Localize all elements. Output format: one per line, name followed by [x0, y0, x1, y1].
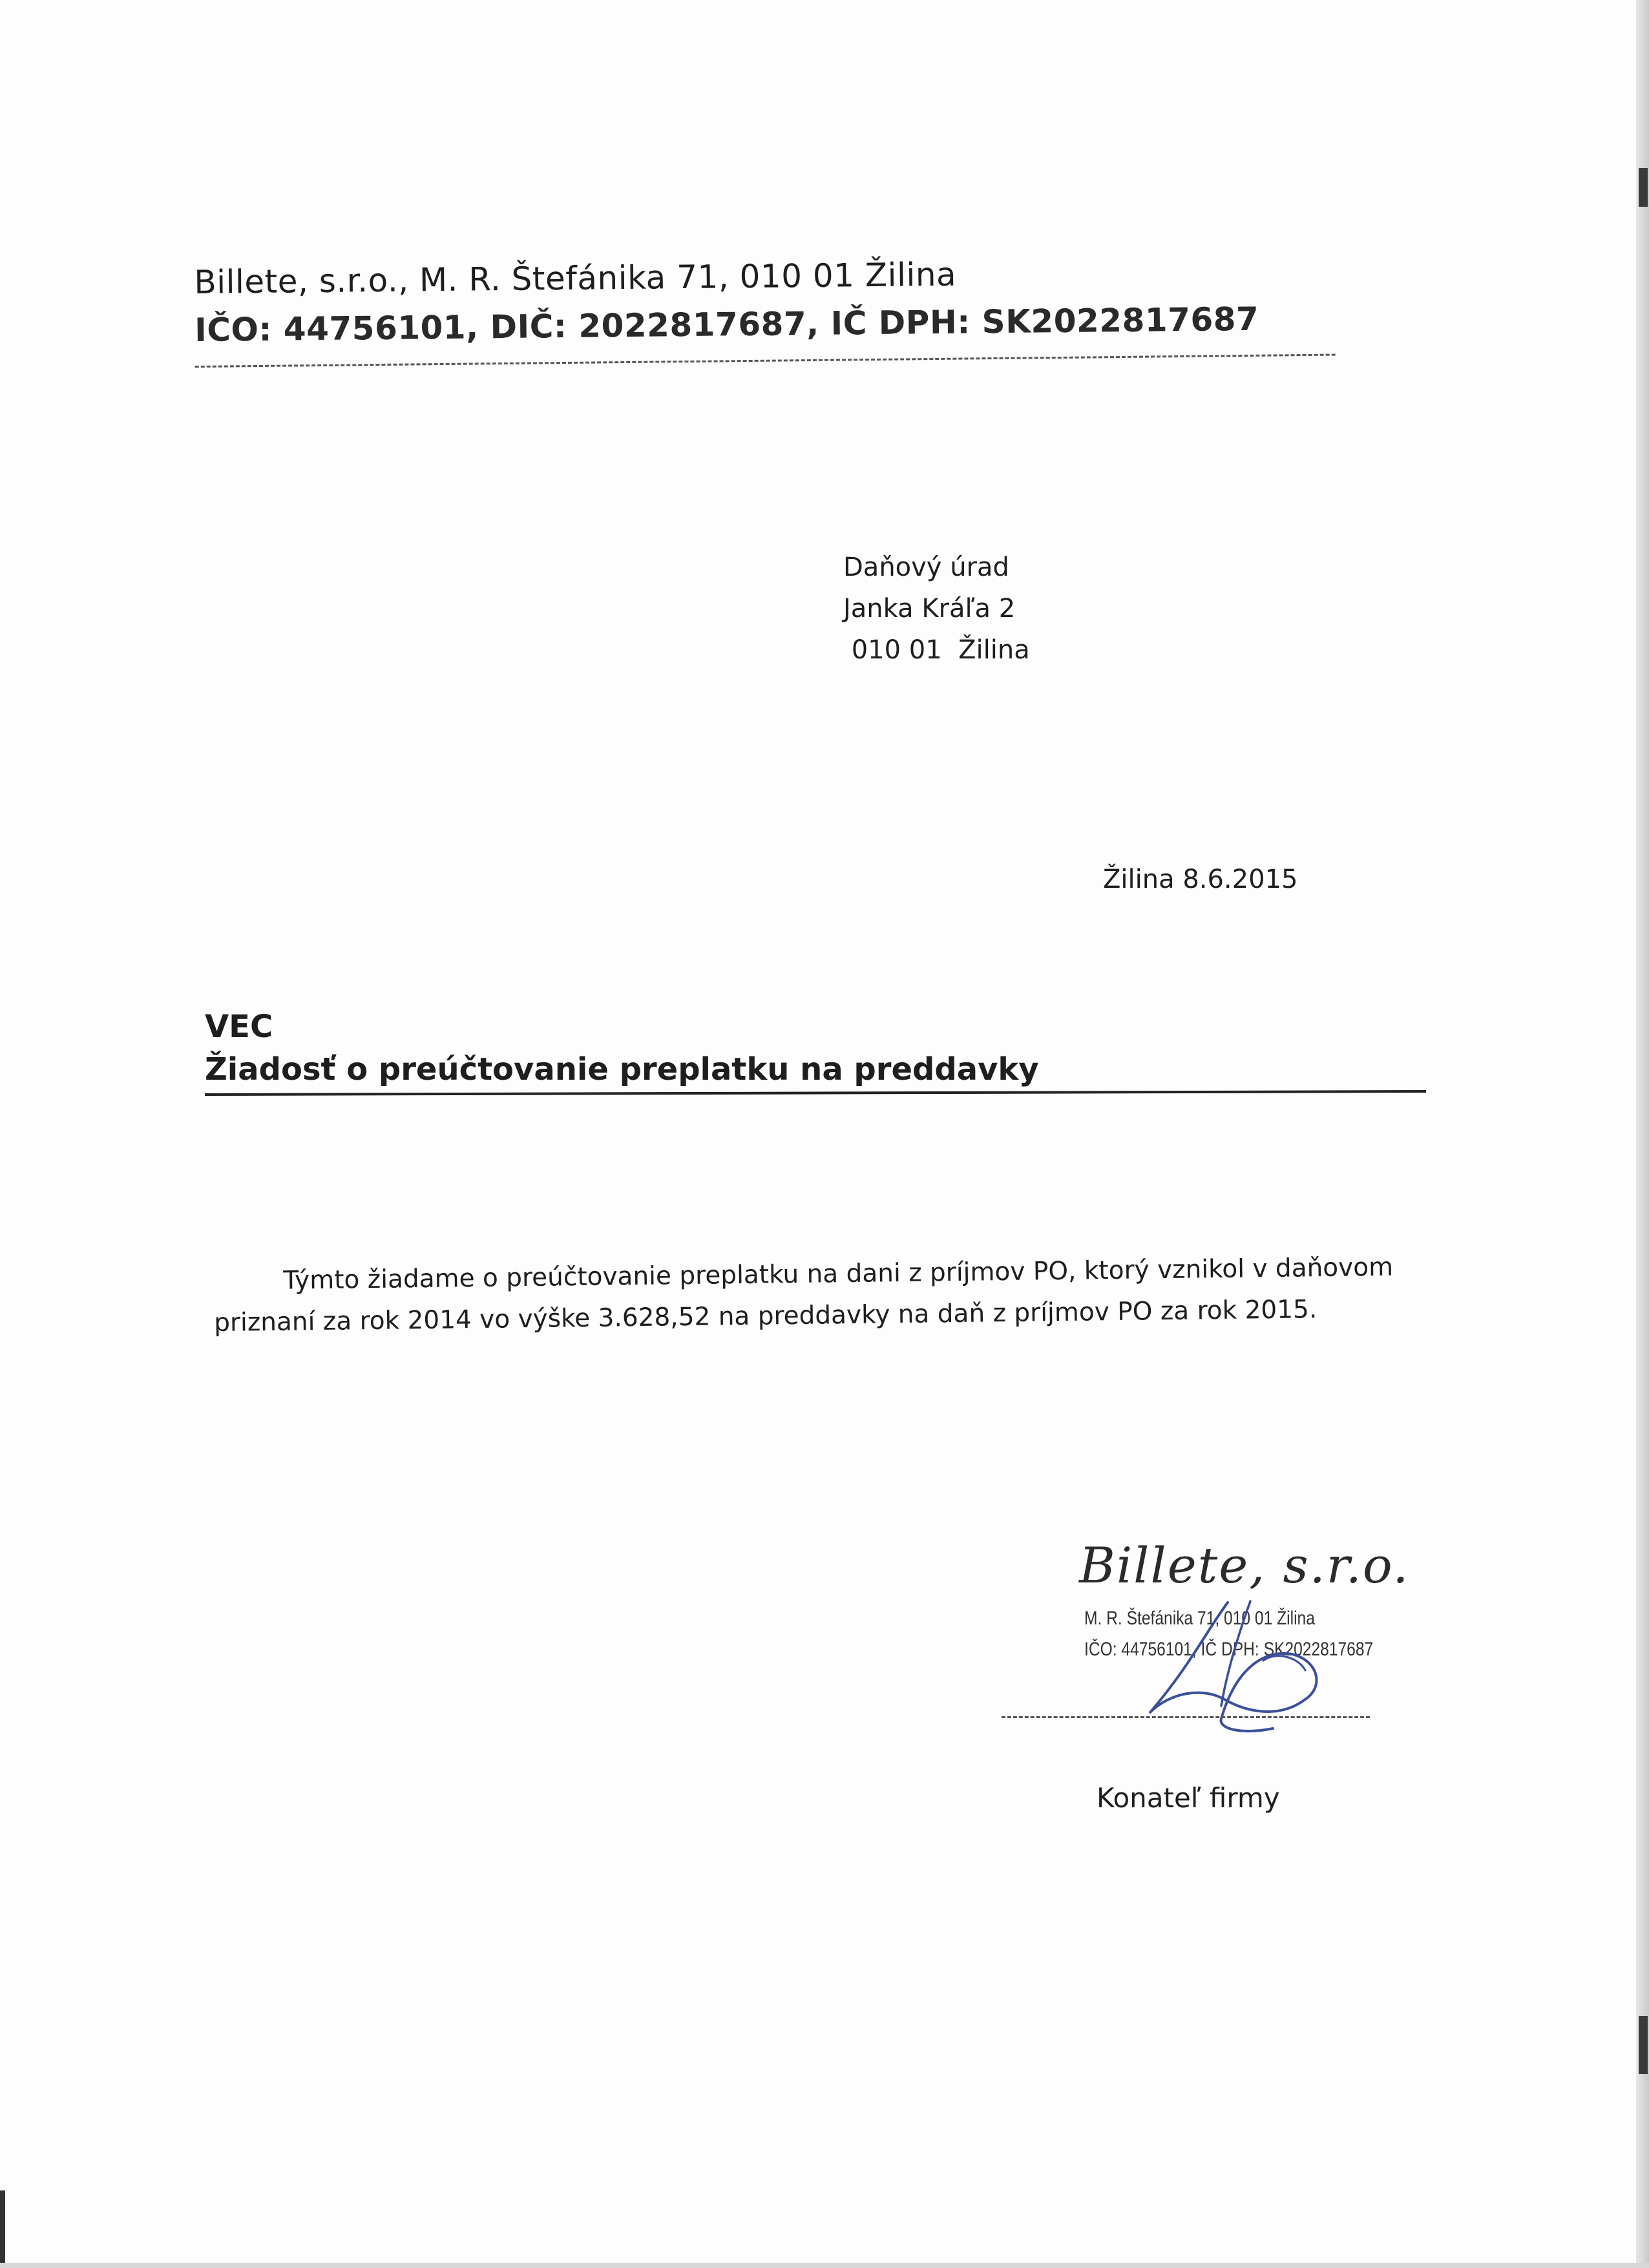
stamp-ids: IČO: 44756101, IČ DPH: SK2022817687 — [1084, 1639, 1374, 1660]
recipient-city: 010 01 Žilina — [843, 635, 1030, 665]
subject-block — [205, 1005, 1426, 1096]
scan-edge-bottom — [0, 2263, 1649, 2268]
subject-title: Žiadosť o preúčtovanie preplatku na preddavky — [205, 1051, 1039, 1087]
letter-body — [213, 1246, 1409, 1344]
stamp-company-name: Billete, s.r.o. — [1079, 1537, 1410, 1594]
letterhead — [194, 246, 1358, 368]
letter-date: Žilina 8.6.2015 — [1103, 865, 1298, 894]
scan-mark — [1639, 168, 1648, 207]
recipient-office: Daňový úrad — [843, 552, 1009, 582]
handwritten-signature — [1111, 1590, 1383, 1745]
scan-mark — [1639, 2016, 1648, 2074]
signatory-role: Konateľ firmy — [1097, 1782, 1280, 1814]
letterhead-divider — [195, 354, 1336, 368]
letterhead-company-address: Billete, s.r.o., M. R. Štefánika 71, 010 01 Žilina — [194, 255, 957, 301]
subject-underline — [205, 1090, 1426, 1096]
body-line-2: priznaní za rok 2014 vo výške 3.628,52 na preddavky na daň z príjmov PO za rok 2015. — [213, 1295, 1318, 1338]
signature-line — [1002, 1716, 1370, 1718]
recipient-address — [843, 547, 1030, 671]
scan-edge-right — [1636, 0, 1649, 2268]
scan-edge-left — [0, 2190, 5, 2268]
subject-label: VEC — [205, 1009, 273, 1045]
letterhead-company-ids: IČO: 44756101, DIČ: 2022817687, IČ DPH: SK2022817687 — [194, 300, 1259, 349]
body-line-1: Týmto žiadame o preúčtovanie preplatku na dani z príjmov PO, ktorý vznikol v daňovom — [283, 1252, 1394, 1296]
recipient-street: Janka Kráľa 2 — [843, 594, 1016, 624]
stamp-address: M. R. Štefánika 71, 010 01 Žilina — [1084, 1608, 1315, 1629]
